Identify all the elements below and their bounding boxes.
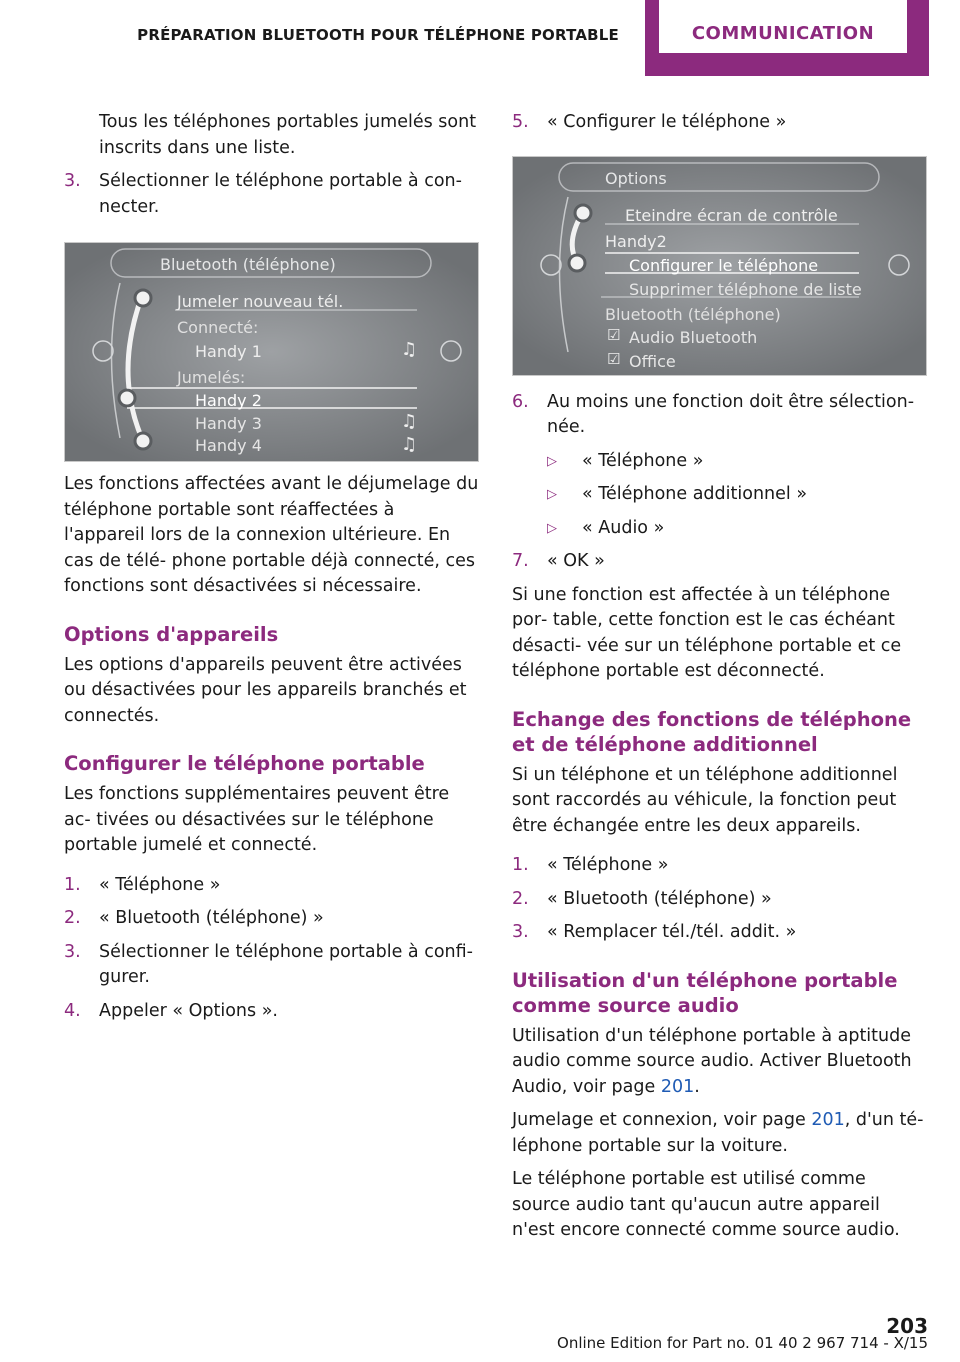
- list-item: [512, 390, 928, 441]
- step-text: « Téléphone »: [99, 874, 221, 895]
- functions-paragraph: Les fonctions affectées avant le déjumelage du téléphone portable sont réaffectées à l'appareil lors de la connexion ultérieure. En cas de télé‐ phone portable déjà connecté, ces fonctions sont désactivées si nécessaire.: [64, 474, 479, 596]
- heading-exchange-functions: Echange des fonctions de téléphone et de téléphone additionnel: [512, 707, 912, 756]
- running-header-title: [0, 26, 645, 44]
- step-number: 3.: [64, 171, 81, 191]
- heading-configure-phone: Configurer le téléphone portable: [64, 752, 425, 775]
- options-paragraph: Les options d'appareils peuvent être activées ou désactivées pour les appareils branchés et connectés.: [64, 654, 467, 726]
- list-item: [64, 940, 479, 991]
- function-assigned-paragraph: Si une fonction est affectée à un téléphone por‐ table, cette fonction est le cas échéant désacti‐ vée sur un téléphone portable et ce téléphone portable est déconnecté.: [512, 584, 902, 681]
- list-item: [512, 920, 928, 946]
- step-number: 5.: [512, 112, 529, 132]
- list-item: [64, 873, 479, 899]
- triangle-bullet-icon: ▷: [547, 453, 557, 469]
- footer-edition: Online Edition for Part no. 01 40 2 967 714 - X/15: [557, 1334, 928, 1352]
- screen1-item-selected[interactable]: Handy 2: [195, 391, 262, 410]
- step-text: Au moins une fonction doit être sélection‐ née.: [547, 391, 915, 437]
- screen1-item[interactable]: Handy 4: [195, 436, 262, 455]
- list-item: [64, 169, 479, 220]
- step-number: 2.: [512, 888, 529, 909]
- bullet-text: « Téléphone additionnel »: [582, 484, 808, 504]
- audio-text: Jumelage et connexion, voir page: [512, 1110, 812, 1130]
- triangle-bullet-icon: ▷: [547, 520, 557, 536]
- screen2-item[interactable]: Audio Bluetooth: [629, 327, 758, 347]
- page-link[interactable]: 201: [660, 1076, 695, 1097]
- screen2-item[interactable]: Handy2: [605, 231, 667, 251]
- bullet-item: [547, 449, 928, 475]
- audio-paragraph-3: Le téléphone portable est utilisé comme source audio tant qu'aucun autre appareil n'est encore connecté comme source audio.: [512, 1169, 900, 1240]
- bullet-item: [547, 482, 928, 508]
- screen2-item-selected[interactable]: Configurer le téléphone: [629, 255, 819, 275]
- screen2-item[interactable]: Supprimer téléphone de liste: [629, 279, 862, 299]
- list-item: [512, 853, 928, 879]
- screen1-item[interactable]: Handy 1: [195, 342, 262, 361]
- screen1-title: Bluetooth (téléphone): [160, 255, 336, 274]
- music-note-icon: ♫: [401, 434, 418, 455]
- bullet-text: « Audio »: [582, 517, 665, 538]
- screen1-item[interactable]: Jumeler nouveau tél.: [177, 292, 344, 311]
- audio-paragraph-2: [512, 1108, 928, 1159]
- step-number: 3.: [64, 941, 81, 962]
- step-number: 3.: [512, 922, 529, 942]
- audio-paragraph-1: [512, 1024, 928, 1101]
- screen2-item[interactable]: Eteindre écran de contrôle: [625, 205, 838, 225]
- audio-text: , d'un té‐ léphone portable sur la voiture.: [512, 1110, 924, 1156]
- audio-text: Utilisation d'un téléphone portable à aptitude audio comme source audio. Activer Bluetooth Audio, voir page: [512, 1025, 912, 1097]
- step-text: « OK »: [547, 551, 605, 571]
- checkbox-icon: ☑: [607, 349, 621, 368]
- heading-device-options: Options d'appareils: [64, 622, 279, 646]
- list-item: [512, 110, 928, 136]
- right-column: [512, 110, 928, 1252]
- screen1-item: Connecté:: [177, 318, 259, 337]
- header-section-text: PRÉPARATION BLUETOOTH POUR TÉLÉPHONE PORTABLE: [137, 26, 619, 44]
- step-text: « Remplacer tél./tél. addit. »: [547, 922, 797, 942]
- audio-text: .: [694, 1076, 700, 1097]
- page-link[interactable]: 201: [811, 1110, 845, 1130]
- screen-options-menu: [512, 156, 927, 376]
- step-text: « Téléphone »: [547, 855, 669, 875]
- screen-bluetooth-list: [64, 242, 479, 462]
- bullet-item: [547, 516, 928, 542]
- screen1-item[interactable]: Handy 3: [195, 414, 262, 433]
- step-number: 4.: [64, 1000, 81, 1021]
- list-item: [64, 999, 479, 1025]
- left-column: [64, 110, 479, 1032]
- screen2-item[interactable]: Office: [629, 351, 676, 371]
- step-text: « Bluetooth (téléphone) »: [99, 908, 324, 928]
- step-number: 1.: [512, 855, 529, 875]
- triangle-bullet-icon: ▷: [547, 487, 557, 502]
- list-item: [512, 887, 928, 913]
- screen2-title: Options: [605, 168, 667, 188]
- chapter-tab[interactable]: [645, 0, 929, 76]
- step-text: Appeler « Options ».: [99, 1000, 278, 1021]
- screen1-item: Jumelés:: [177, 368, 246, 387]
- bullet-text: « Téléphone »: [582, 450, 704, 471]
- music-note-icon: ♫: [401, 411, 418, 432]
- step-number: 7.: [512, 551, 529, 571]
- configure-paragraph: Les fonctions supplémentaires peuvent être ac‐ tivées ou désactivées sur le téléphone portable jumelé et connecté.: [64, 784, 450, 855]
- step-text: Sélectionner le téléphone portable à confi‐ gurer.: [99, 941, 473, 987]
- list-item: [64, 906, 479, 932]
- step-number: 1.: [64, 874, 81, 895]
- step-number: 6.: [512, 391, 529, 412]
- checkbox-icon: ☑: [607, 325, 621, 344]
- heading-audio-source: Utilisation d'un téléphone portable comme source audio: [512, 968, 898, 1017]
- list-item: [512, 549, 928, 575]
- chapter-tab-label: COMMUNICATION: [659, 0, 907, 53]
- screen2-item: Bluetooth (téléphone): [605, 304, 781, 324]
- music-note-icon: ♫: [401, 339, 418, 360]
- step-text: « Bluetooth (téléphone) »: [547, 888, 772, 909]
- step-text: « Configurer le téléphone »: [547, 112, 787, 132]
- page-number: 203: [886, 1314, 928, 1338]
- step-number: 2.: [64, 908, 81, 928]
- step-text: Sélectionner le téléphone portable à con‐ necter.: [99, 171, 462, 217]
- exchange-paragraph: Si un téléphone et un téléphone additionnel sont raccordés au véhicule, la fonction peut être échangée entre les deux appareils.: [512, 764, 898, 836]
- intro-paragraph: Tous les téléphones portables jumelés sont inscrits dans une liste.: [99, 112, 477, 158]
